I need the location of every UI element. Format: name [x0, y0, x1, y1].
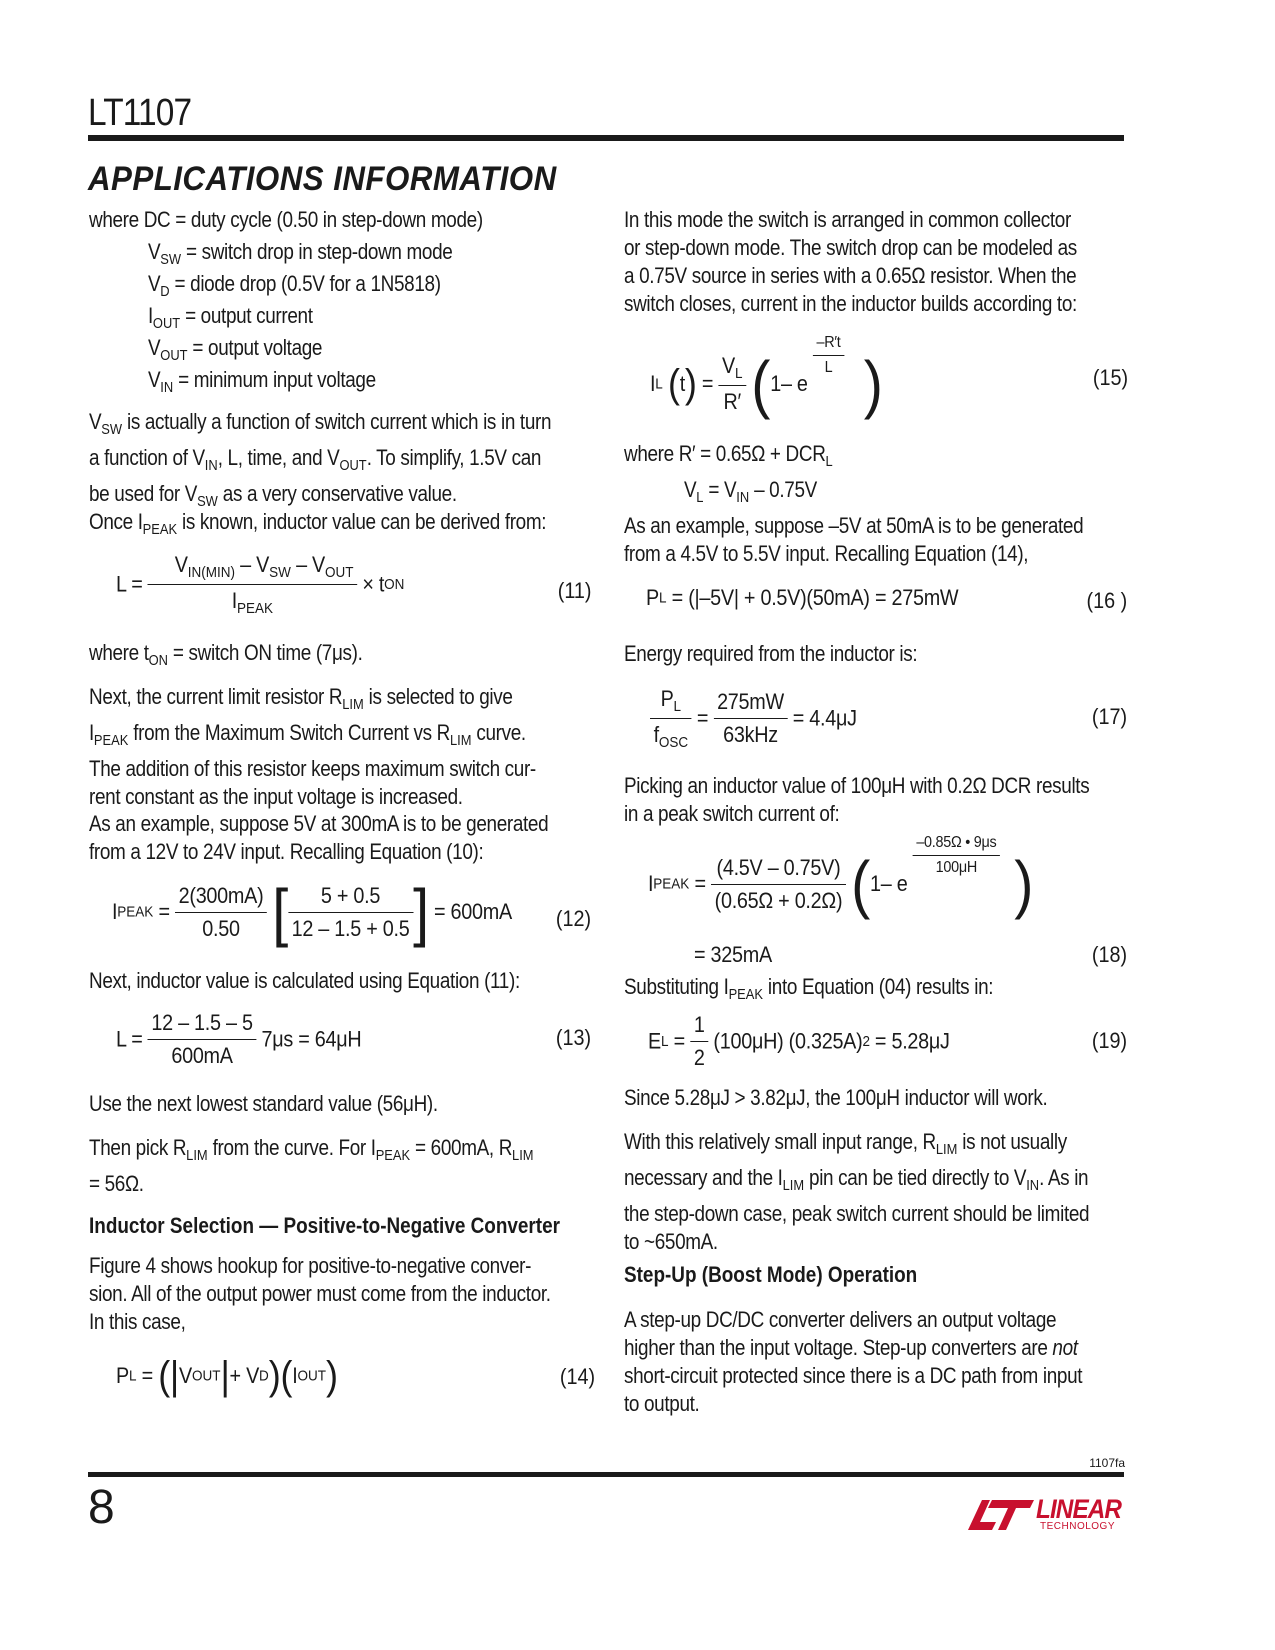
- paragraph-step-up: A step-up DC/DC converter delivers an output voltage higher than the input voltage. Step-up converters are not short-circuit protected since there is a DC path from input to output.: [624, 1307, 1083, 1416]
- equation-18: IPEAK = $\frac{(4.5V - 0.75V)}{(0.65\Omega + 0.2\Omega)}$ (1– e $\frac{-0.85\Omega • 9\mu s}{100\mu H}$ ): [648, 834, 1034, 921]
- paragraph-vsw: $V_{SW}$ is actually a function of switch current which is in turn a function of $V_{IN}$, L, time, and $V_{OUT}$. To simplify, 1.5V can be used for $V_{SW}$ as a very conservative value.: [89, 409, 552, 510]
- equation-18-number: (18): [1091, 942, 1127, 967]
- equation-17-number: (17): [1091, 704, 1127, 729]
- paragraph-once: Once $I_{PEAK}$ is known, inductor value can be derived from:: [89, 509, 547, 538]
- def-vd: $V_D$ = diode drop (0.5V for a 1N5818): [148, 271, 441, 300]
- paragraph-since: Since 5.28μJ > 3.82μJ, the 100μH inductor will work.: [624, 1085, 1048, 1110]
- paragraph-rlim: Next, the current limit resistor $R_{LIM}$ is selected to give $I_{PEAK}$ from the Maximum Switch Current vs $R_{LIM}$ curve. The addition of this resistor keeps maximum switch cur- rent constant as the input voltage is increased.: [89, 684, 536, 809]
- lt-logo-icon: [962, 1494, 1036, 1534]
- equation-12-number: (12): [555, 906, 591, 931]
- equation-19: EL = $\frac{1}{2}$ (100μH) (0.325A)2 = 5.28μJ: [648, 1012, 950, 1070]
- paragraph-mode: In this mode the switch is arranged in common collector or step-down mode. The switch drop can be modeled as a 0.75V source in series with a 0.65Ω resistor. When the switch closes, current in the inductor builds according to:: [624, 207, 1077, 316]
- paragraph-example-left: As an example, suppose 5V at 300mA is to be generated from a 12V to 24V input. Recalling Equation (10):: [89, 811, 549, 864]
- equation-15: IL (t) = $\frac{V_L}{R'}$ (1– e $\frac{-R't}{L}$ ): [650, 334, 883, 421]
- paragraph-use: Use the next lowest standard value (56μH).: [89, 1091, 438, 1116]
- where-dc-line: where DC = duty cycle (0.50 in step-down mode): [89, 207, 483, 232]
- doc-code: 1107fa: [1089, 1456, 1125, 1470]
- equation-14: PL = (|VOUT|+ VD)(IOUT): [116, 1354, 338, 1398]
- equation-11-number: (11): [557, 578, 591, 603]
- equation-15-number: (15): [1092, 365, 1128, 390]
- logo-wordmark: LINEAR: [1036, 1494, 1122, 1524]
- equation-14-number: (14): [559, 1364, 595, 1389]
- equation-11: L = $\frac{V_{IN(MIN)} - V_{SW} - V_{OUT}}{I_{PEAK}}$ × tON: [116, 552, 405, 617]
- paragraph-figure4: Figure 4 shows hookup for positive-to-negative conver- sion. All of the output power must come from the inductor. In this case,: [89, 1253, 551, 1334]
- equation-19-number: (19): [1091, 1028, 1127, 1053]
- section-title: APPLICATIONS INFORMATION: [88, 160, 557, 198]
- def-vsw: $V_{SW}$ = switch drop in step-down mode: [148, 239, 453, 268]
- def-vout: $V_{OUT}$ = output voltage: [148, 335, 323, 364]
- paragraph-range: With this relatively small input range, $R_{LIM}$ is not usually necessary and the $I_{LIM}$ pin can be tied directly to $V_{IN}$. As in the step-down case, peak switch current should be limited to ~650mA.: [624, 1129, 1090, 1254]
- paragraph-pick: Then pick $R_{LIM}$ from the curve. For $I_{PEAK} = 600mA$, $R_{LIM}$ = 56Ω.: [89, 1135, 534, 1196]
- linear-technology-logo: [962, 1494, 1126, 1534]
- part-number: LT1107: [88, 92, 192, 134]
- equation-13-number: (13): [555, 1025, 591, 1050]
- paragraph-substituting: Substituting $I_{PEAK}$ into Equation (04) results in:: [624, 974, 994, 1003]
- paragraph-example-right: As an example, suppose –5V at 50mA is to be generated from a 4.5V to 5.5V input. Recalling Equation (14),: [624, 513, 1084, 566]
- equation-17: $\frac{P_L}{f_{OSC}}$ = $\frac{275mW}{\text{63kHz}}$ = 4.4μJ: [650, 686, 857, 751]
- subhead-step-up: Step-Up (Boost Mode) Operation: [624, 1262, 918, 1287]
- paragraph-calc: Next, inductor value is calculated using Equation (11):: [89, 968, 520, 993]
- subhead-inductor-selection: Inductor Selection — Positive-to-Negative Converter: [89, 1213, 560, 1238]
- page-number: 8: [88, 1481, 115, 1534]
- footer-rule: [88, 1472, 1124, 1477]
- equation-13: L = $\frac{12 - 1.5 - 5}{600mA}$ 7μs = 64μH: [116, 1010, 362, 1068]
- header-rule: [88, 135, 1124, 141]
- paragraph-picking: Picking an inductor value of 100μH with 0.2Ω DCR results in a peak switch current of:: [624, 773, 1090, 826]
- equation-12: IPEAK = $\frac{2(300mA)}{0.50}$ [ $\frac{5 + 0.5}{12 - 1.5 + 0.5}$ ] = 600mA: [112, 876, 512, 948]
- logo-subtext: TECHNOLOGY: [1040, 1521, 1116, 1532]
- paragraph-energy: Energy required from the inductor is:: [624, 641, 918, 666]
- equation-16: PL = (|–5V| + 0.5V)(50mA) = 275mW: [646, 585, 959, 611]
- equation-16-number: (16 ): [1086, 588, 1127, 613]
- paragraph-where-r: where $R' = 0.65\Omega + DCR_L$ $V_L = V_{IN} - 0.75V$: [624, 441, 833, 506]
- def-iout: $I_{OUT}$ = output current: [148, 303, 313, 332]
- equation-18-result: = 325mA: [694, 942, 772, 967]
- paragraph-ton: where $t_{ON}$ = switch ON time (7μs).: [89, 640, 363, 669]
- def-vin: $V_{IN}$ = minimum input voltage: [148, 367, 376, 396]
